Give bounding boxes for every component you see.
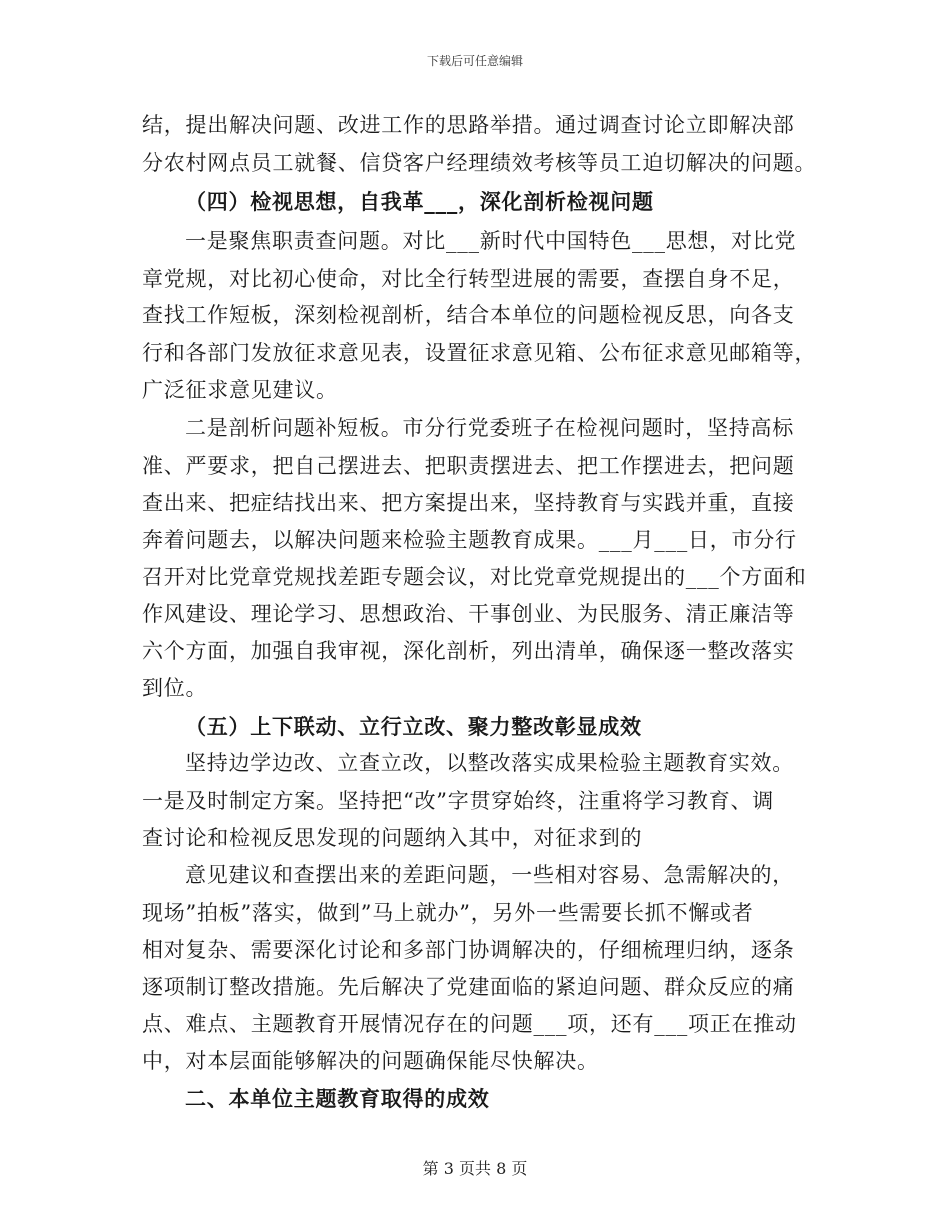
body-line: 一是及时制定方案。坚持把“改”字贯穿始终，注重将学习教育、调 bbox=[142, 789, 774, 813]
body-line: 广泛征求意见建议。 bbox=[142, 378, 338, 402]
paragraph-start: 一是聚焦职责查问题。对比___新时代中国特色___思想，对比党 bbox=[185, 229, 797, 253]
body-line: 查找工作短板，深刻检视剖析，结合本单位的问题检视反思，向各支 bbox=[142, 303, 795, 327]
body-line: 准、严要求，把自己摆进去、把职责摆进去、把工作摆进去，把问题 bbox=[142, 454, 795, 478]
body-line: 逐项制订整改措施。先后解决了党建面临的紧迫问题、群众反应的痛 bbox=[142, 975, 795, 999]
body-line: 查讨论和检视反思发现的问题纳入其中，对征求到的 bbox=[142, 826, 643, 850]
body-line: 到位。 bbox=[142, 676, 208, 700]
section-heading: （四）检视思想，自我革___，深化剖析检视问题 bbox=[185, 189, 654, 214]
body-line: 作风建设、理论学习、思想政治、干事创业、为民服务、清正廉洁等 bbox=[142, 602, 795, 626]
paragraph-start: 意见建议和查摆出来的差距问题，一些相对容易、急需解决的， bbox=[185, 863, 794, 887]
body-line: 召开对比党章党规找差距专题会议，对比党章党规提出的___个方面和 bbox=[142, 565, 807, 589]
body-line: 查出来、把症结找出来、把方案提出来，坚持教育与实践并重，直接 bbox=[142, 491, 795, 515]
chapter-heading: 二、本单位主题教育取得的成效 bbox=[185, 1086, 490, 1111]
paragraph-start: 坚持边学边改、立查立改，以整改落实成果检验主题教育实效。 bbox=[185, 751, 794, 775]
body-line: 六个方面，加强自我审视，深化剖析，列出清单，确保逐一整改落实 bbox=[142, 639, 795, 663]
body-line: 章党规，对比初心使命，对比全行转型进展的需要，查摆自身不足， bbox=[142, 267, 795, 291]
body-line: 行和各部门发放征求意见表，设置征求意见箱、公布征求意见邮箱等， bbox=[142, 341, 817, 365]
page-header: 下载后可任意编辑 bbox=[426, 54, 523, 68]
page-footer: 第 3 页共 8 页 bbox=[422, 1159, 528, 1178]
body-line: 中，对本层面能够解决的问题确保能尽快解决。 bbox=[142, 1049, 599, 1073]
body-line: 相对复杂、需要深化讨论和多部门协调解决的，仔细梳理归纳，逐条 bbox=[142, 938, 795, 962]
body-line: 现场”拍板”落实，做到”马上就办”，另外一些需要长抓不懈或者 bbox=[142, 901, 754, 925]
body-line: 点、难点、主题教育开展情况存在的问题___项，还有___项正在推动 bbox=[142, 1012, 797, 1036]
section-heading: （五）上下联动、立行立改、聚力整改彰显成效 bbox=[185, 714, 642, 739]
body-line: 奔着问题去，以解决问题来检验主题教育成果。___月___日，市分行 bbox=[142, 528, 797, 552]
body-line: 分农村网点员工就餐、信贷客户经理绩效考核等员工迫切解决的问题。 bbox=[142, 151, 817, 175]
paragraph-start: 二是剖析问题补短板。市分行党委班子在检视问题时，坚持高标 bbox=[185, 416, 794, 440]
body-line: 结，提出解决问题、改进工作的思路举措。通过调查讨论立即解决部 bbox=[142, 113, 795, 137]
